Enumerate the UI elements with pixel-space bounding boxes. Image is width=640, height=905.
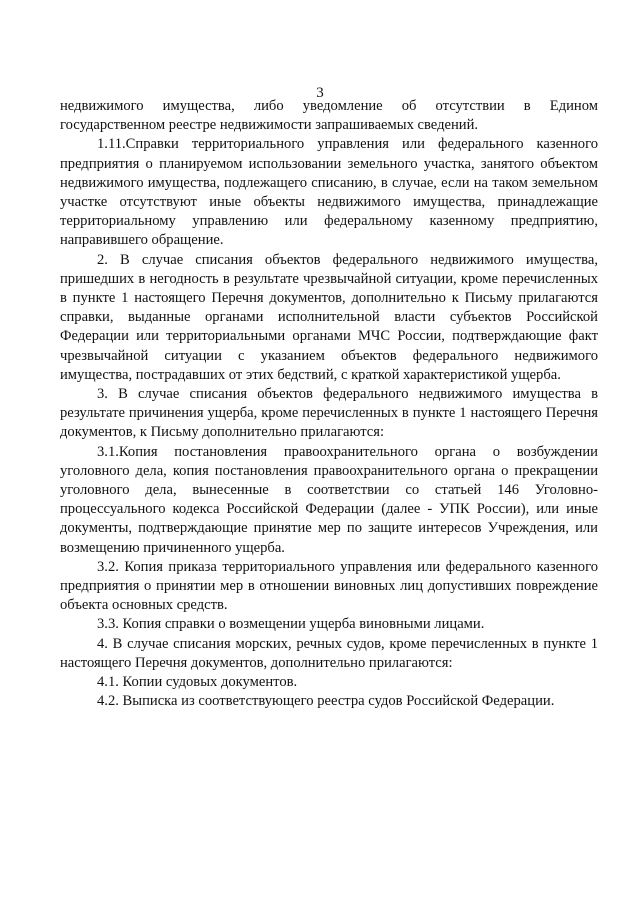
page-number: 3 <box>316 85 324 101</box>
paragraph-4-2: 4.2. Выписка из соответствующего реестра судов Российской Федерации. <box>97 693 555 710</box>
paragraph-3-2: 3.2. Копия приказа территориального управления или федерального казенного предприятия о принятии мер в отношении виновных лиц допустивших повреждение объекта основных средств. <box>60 558 598 614</box>
paragraph-3: 3. В случае списания объектов федерального недвижимого имущества в результате причинения ущерба, кроме перечисленных в пункте 1 настоящего Перечня документов, к Письму дополнительно прилагаются: <box>60 386 598 441</box>
paragraph-3-1: 3.1.Копия постановления правоохранительного органа о возбуждении уголовного дела, копия постановления правоохранительного органа о прекращении уголовного дела, вынесенные в соответствии со статьей 146 Уголовно-процессуального кодекса Российской Федерации (далее - УПК России), или иные документы, подтверждающие принятие мер по защите интересов Учреждения, или возмещению причиненного ущерба. <box>60 443 598 556</box>
paragraph-2: 2. В случае списания объектов федерального недвижимого имущества, пришедших в негодность в результате чрезвычайной ситуации, кроме перечисленных в пункте 1 настоящего Перечня документов, дополнительно к Письму прилагаются справки, выданные органами исполнительной власти субъектов Российской Федерации или территориальными органами МЧС России, подтверждающие факт чрезвычайной ситуации с указанием объектов федерального недвижимого имущества, пострадавших от этих бедствий, с краткой характеристикой ущерба. <box>60 251 598 383</box>
paragraph-3-3: 3.3. Копия справки о возмещении ущерба виновными лицами. <box>97 616 485 633</box>
paragraph-4-1: 4.1. Копии судовых документов. <box>97 674 298 691</box>
paragraph-1-11: 1.11.Справки территориального управления или федерального казенного предприятия о планируемом использовании земельного участка, занятого объектом недвижимого имущества, подлежащего списанию, в случае, если на таком земельном участке отсутствуют иные объекты недвижимого имущества, принадлежащие территориальному управлению или федеральному казенному предприятию, направившего обращение. <box>60 136 598 249</box>
document-body <box>60 97 598 712</box>
paragraph-4: 4. В случае списания морских, речных судов, кроме перечисленных в пункте 1 настоящего Перечня документов, дополнительно прилагаются: <box>60 635 598 671</box>
paragraph-continuation: недвижимого имущества, либо уведомление об отсутствии в Едином государственном реестре недвижимости запрашиваемых сведений. <box>60 98 598 134</box>
